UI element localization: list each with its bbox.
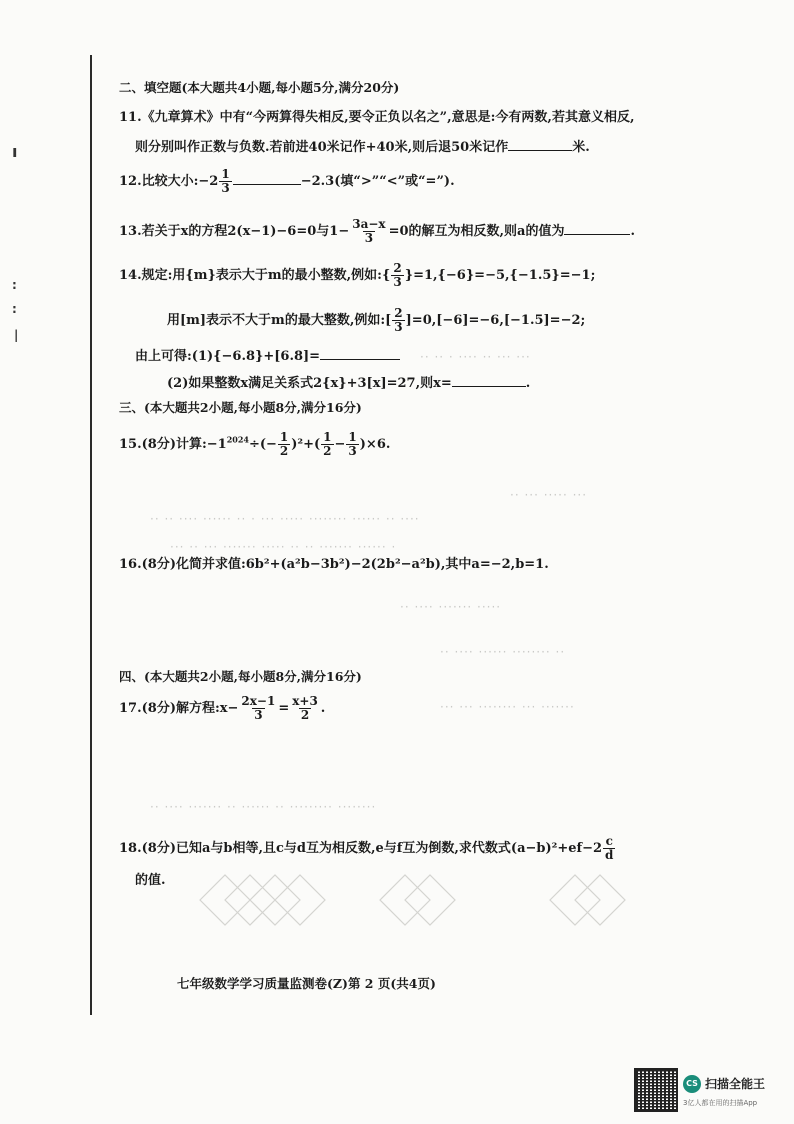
question-13 bbox=[119, 218, 635, 245]
fraction-numerator: 1 bbox=[279, 430, 289, 444]
question-14-line2-suffix: ]=0,[−6]=−6,[−1.5]=−2; bbox=[405, 313, 586, 328]
question-14-line2-prefix: 用[m]表示不大于m的最大整数,例如:[ bbox=[167, 313, 392, 328]
question-14-part1 bbox=[135, 347, 400, 365]
question-12 bbox=[119, 168, 455, 195]
answer-blank bbox=[564, 222, 630, 235]
question-14-part2-text: (2)如果整数x满足关系式2{x}+3[x]=27,则x= bbox=[167, 376, 452, 391]
fraction-numerator: 2 bbox=[393, 261, 402, 275]
fraction bbox=[290, 695, 320, 722]
fraction-numerator: 2x−1 bbox=[241, 694, 276, 708]
question-13-prefix: 13.若关于x的方程2(x−1)−6=0与1− bbox=[119, 224, 350, 239]
fraction-denominator: 3 bbox=[394, 320, 403, 334]
fraction-denominator: 3 bbox=[221, 181, 230, 195]
fraction-denominator: 3 bbox=[348, 444, 357, 458]
fraction bbox=[278, 431, 290, 458]
section-2-heading: 二、填空题(本大题共4小题,每小题5分,满分20分) bbox=[119, 80, 400, 95]
exam-page bbox=[90, 55, 732, 1015]
question-12-suffix: −2.3(填“>”“<”或“=”). bbox=[300, 174, 455, 189]
bleed-through-text: ··· ··· ········ ··· ······· bbox=[440, 700, 575, 714]
question-14-part2 bbox=[167, 374, 530, 392]
question-12-prefix: 12.比较大小:−2 bbox=[119, 174, 219, 189]
fraction-denominator: 2 bbox=[323, 444, 332, 458]
question-15 bbox=[119, 431, 390, 458]
section-3-heading: 三、(本大题共2小题,每小题8分,满分16分) bbox=[119, 400, 362, 415]
question-11-cont bbox=[135, 138, 590, 156]
question-14-line1-prefix: 14.规定:用{m}表示大于m的最小整数,例如:{ bbox=[119, 268, 391, 283]
bleed-through-text: ··· ·· ··· ······· ····· ·· ·· ······· ······ · bbox=[170, 540, 397, 554]
question-14-part2-end: . bbox=[525, 376, 531, 391]
fraction-numerator: 1 bbox=[348, 430, 357, 444]
fraction-numerator: 2 bbox=[394, 306, 403, 320]
fraction-numerator: 1 bbox=[221, 167, 230, 181]
fraction-denominator: 2 bbox=[279, 444, 289, 458]
binding-mark: : bbox=[12, 302, 17, 316]
fraction bbox=[219, 168, 231, 195]
binding-mark: | bbox=[14, 328, 19, 342]
question-13-suffix: =0的解互为相反数,则a的值为 bbox=[388, 224, 565, 239]
bleed-through-text: ·· ···· ······· ·· ······ ·· ········· ········ bbox=[150, 800, 377, 814]
question-14 bbox=[119, 262, 595, 289]
question-14-line1-suffix: }=1,{−6}=−5,{−1.5}=−1; bbox=[404, 268, 596, 283]
answer-blank bbox=[452, 374, 526, 387]
fraction bbox=[239, 695, 277, 722]
fraction bbox=[603, 835, 615, 862]
fraction bbox=[392, 307, 404, 334]
camscanner-logo-icon: CS bbox=[683, 1075, 701, 1093]
fraction bbox=[391, 262, 403, 289]
question-18-cont: 的值. bbox=[135, 873, 166, 888]
question-14-part1-text: 由上可得:(1){−6.8}+[6.8]= bbox=[135, 349, 321, 364]
fraction-numerator: 3a−x bbox=[352, 217, 386, 231]
question-15-suffix: )×6. bbox=[359, 437, 391, 452]
fraction bbox=[350, 218, 387, 245]
question-16: 16.(8分)化简并求值:6b²+(a²b−3b²)−2(2b²−a²b),其中a=−2,b=1. bbox=[119, 557, 549, 572]
question-15-op: − bbox=[334, 437, 346, 452]
question-18-prefix: 18.(8分)已知a与b相等,且c与d互为相反数,e与f互为倒数,求代数式(a−b)²+ef−2 bbox=[119, 841, 603, 856]
binding-mark: ı bbox=[12, 142, 18, 161]
exponent: 2024 bbox=[226, 434, 249, 445]
fraction-numerator: x+3 bbox=[292, 694, 318, 708]
question-13-end: . bbox=[630, 224, 635, 239]
question-18 bbox=[119, 835, 616, 862]
scanner-tagline: 3亿人都在用的扫描App bbox=[683, 1099, 758, 1107]
fraction-numerator: 1 bbox=[323, 430, 332, 444]
fraction-denominator: 3 bbox=[364, 231, 374, 245]
bleed-through-text: ·· ··· ····· ··· bbox=[510, 488, 588, 502]
question-11-unit: 米. bbox=[572, 140, 590, 155]
question-15-prefix: 15.(8分)计算:−1 bbox=[119, 437, 227, 452]
fraction bbox=[346, 431, 358, 458]
page-footer: 七年级数学学习质量监测卷(Z)第 2 页(共4页) bbox=[177, 976, 436, 991]
question-17 bbox=[119, 695, 325, 722]
question-11-text: 则分别叫作正数与负数.若前进40米记作+40米,则后退50米记作 bbox=[135, 140, 509, 155]
section-4-heading: 四、(本大题共2小题,每小题8分,满分16分) bbox=[119, 669, 362, 684]
fraction-numerator: c bbox=[605, 834, 613, 848]
answer-blank bbox=[233, 172, 301, 185]
question-14-line2 bbox=[167, 307, 585, 334]
fraction-denominator: 3 bbox=[254, 708, 263, 722]
question-15-op: )²+( bbox=[291, 437, 321, 452]
bleed-through-text: ·· ·· ···· ······ ·· · ··· ····· ········ ······ ·· ···· bbox=[150, 512, 420, 526]
fraction bbox=[321, 431, 333, 458]
question-11: 11.《九章算术》中有“今两算得失相反,要令正负以名之”,意思是:今有两数,若其意义相反, bbox=[119, 110, 635, 125]
qr-code bbox=[636, 1070, 676, 1110]
bleed-through-text: ·· ···· ······ ········ ·· bbox=[440, 645, 566, 659]
fraction-denominator: 3 bbox=[393, 275, 402, 289]
binding-mark: : bbox=[12, 278, 17, 292]
question-17-prefix: 17.(8分)解方程:x− bbox=[119, 701, 239, 716]
fraction-denominator: d bbox=[605, 848, 614, 862]
answer-blank bbox=[320, 347, 400, 360]
question-15-op: ÷(− bbox=[248, 437, 277, 452]
question-17-eq: = bbox=[278, 701, 290, 716]
fraction-denominator: 2 bbox=[300, 708, 310, 722]
answer-blank bbox=[508, 138, 572, 151]
scanner-app-name: 扫描全能王 bbox=[705, 1077, 766, 1091]
question-17-suffix: . bbox=[320, 701, 326, 716]
bleed-through-text: ·· ···· ······· ····· bbox=[400, 600, 502, 614]
bleed-through-text: ·· ·· · ···· ·· ··· ··· bbox=[420, 350, 531, 364]
